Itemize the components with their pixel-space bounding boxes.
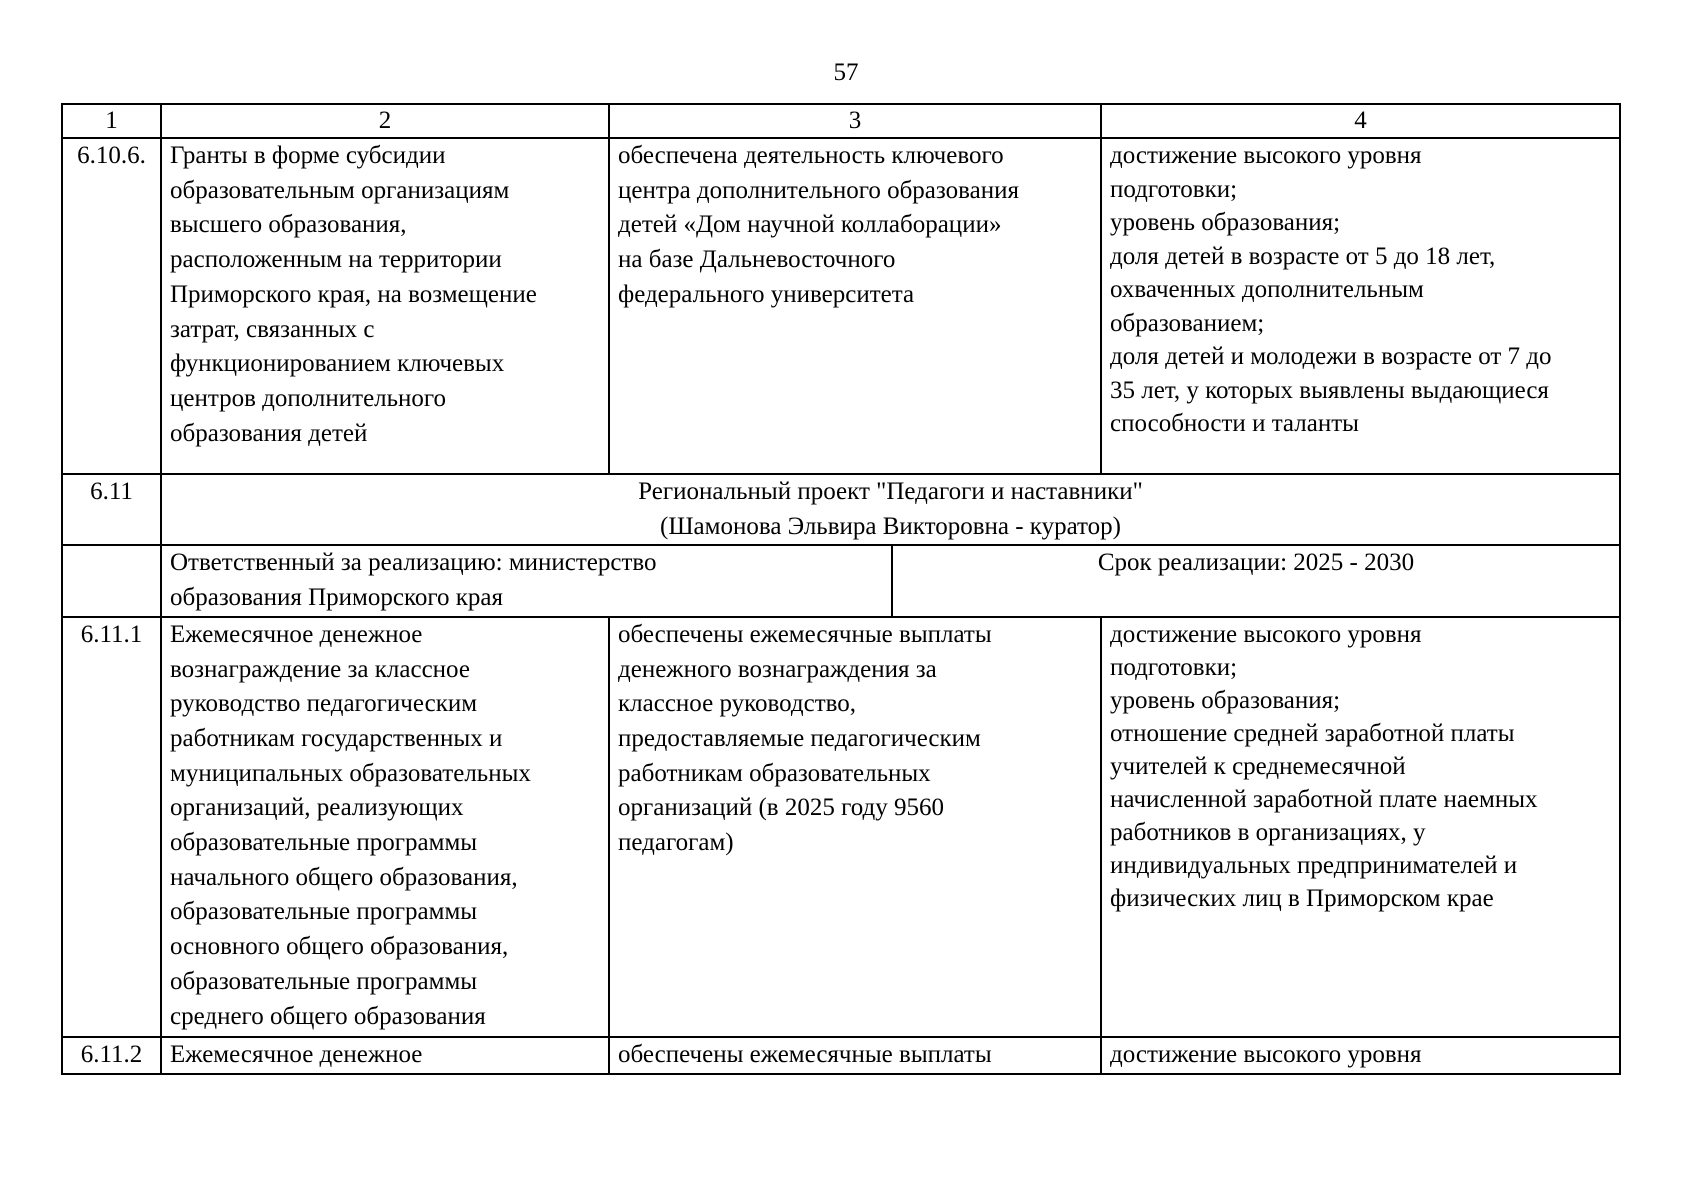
project-title-cell	[161, 474, 1620, 545]
measure-name-cell	[161, 617, 609, 1037]
text-line: расположенным на территории	[170, 246, 502, 274]
implementation-term: Срок реализации: 2025 - 2030	[1097, 549, 1415, 577]
text-line: подготовки;	[1110, 653, 1238, 681]
indicator-link-cell	[1101, 617, 1620, 1037]
text-line: затрат, связанных с	[170, 315, 375, 343]
text-line: Ежемесячное денежное	[170, 1040, 423, 1068]
row-number: 6.11	[62, 474, 161, 545]
text-line: обеспечена деятельность ключевого	[618, 142, 1004, 169]
text-line: образовательные программы	[170, 967, 478, 995]
table-row	[62, 617, 1620, 1037]
text-line: Гранты в форме субсидии	[170, 142, 446, 169]
text-line: предоставляемые педагогическим	[618, 724, 981, 752]
project-title: Региональный проект "Педагоги и наставники"	[638, 478, 1143, 505]
text-line: учителей к среднемесячной	[1110, 752, 1406, 780]
expected-result-cell	[609, 1037, 1101, 1074]
text-line: достижение высокого уровня	[1110, 1040, 1422, 1068]
measure-name-cell	[161, 138, 609, 474]
text-line: среднего общего образования	[170, 1002, 486, 1030]
text-line: охваченных дополнительным	[1110, 276, 1424, 303]
measure-name-cell	[161, 1037, 609, 1074]
header-col-4: 4	[1101, 104, 1620, 138]
text-line: обеспечены ежемесячные выплаты	[618, 1040, 992, 1068]
indicator-link-cell	[1101, 138, 1620, 474]
text-line: отношение средней заработной платы	[1110, 719, 1515, 747]
text-line: Приморского края, на возмещение	[170, 280, 537, 308]
table-row	[62, 1037, 1620, 1074]
page-number: 57	[833, 59, 859, 86]
text-line: классное руководство,	[618, 690, 857, 718]
text-line: федерального университета	[618, 280, 915, 308]
row-number: 6.11.2	[62, 1037, 161, 1074]
text-line: физических лиц в Приморском крае	[1110, 884, 1494, 912]
text-line: Ежемесячное денежное	[170, 620, 423, 648]
expected-result-cell	[609, 138, 1101, 474]
text-line: организаций, реализующих	[170, 794, 464, 822]
text-line: доля детей в возрасте от 5 до 18 лет,	[1110, 242, 1496, 270]
table-row	[62, 138, 1620, 474]
text-line: на базе Дальневосточного	[618, 246, 896, 274]
row-number: 6.10.6.	[62, 138, 161, 474]
text-line: центра дополнительного образования	[618, 176, 1019, 204]
project-curator: (Шамонова Эльвира Викторовна - куратор)	[660, 512, 1121, 540]
text-line: работникам образовательных	[618, 759, 931, 787]
text-line: центров дополнительного	[170, 384, 447, 412]
text-line: уровень образования;	[1110, 209, 1341, 236]
text-line: организаций (в 2025 году 9560	[618, 794, 944, 822]
text-line: руководство педагогическим	[170, 690, 478, 718]
text-line: Ответственный за реализацию: министерство	[170, 549, 657, 577]
empty-cell	[62, 545, 161, 616]
row-number: 6.11.1	[62, 617, 161, 1037]
text-line: работникам государственных и	[170, 724, 503, 752]
text-line: уровень образования;	[1110, 686, 1341, 714]
responsible-cell	[162, 546, 892, 615]
header-col-2: 2	[161, 104, 609, 138]
table-row	[62, 545, 1620, 616]
text-line: образования детей	[170, 419, 368, 447]
text-line: образования Приморского края	[170, 584, 503, 612]
text-line: образовательным организациям	[170, 176, 510, 204]
text-line: индивидуальных предпринимателей и	[1110, 851, 1518, 879]
text-line: начисленной заработной плате наемных	[1110, 785, 1538, 813]
text-line: муниципальных образовательных	[170, 759, 531, 787]
indicator-link-cell	[1101, 1037, 1620, 1074]
text-line: работников в организациях, у	[1110, 818, 1426, 846]
text-line: высшего образования,	[170, 211, 407, 239]
text-line: педагогам)	[618, 829, 734, 857]
term-cell	[892, 546, 1619, 615]
text-line: образовательные программы	[170, 898, 478, 926]
text-line: детей «Дом научной коллаборации»	[618, 211, 1002, 239]
text-line: вознаграждение за классное	[170, 655, 470, 683]
text-line: достижение высокого уровня	[1110, 142, 1422, 169]
text-line: 35 лет, у которых выявлены выдающиеся	[1110, 376, 1549, 404]
text-line: достижение высокого уровня	[1110, 620, 1422, 648]
text-line: образовательные программы	[170, 829, 478, 857]
program-table	[61, 103, 1621, 1075]
header-col-3: 3	[609, 104, 1101, 138]
responsible-subtable	[162, 546, 1619, 615]
text-line: способности и таланты	[1110, 410, 1359, 437]
text-line: функционированием ключевых	[170, 350, 505, 378]
text-line: доля детей и молодежи в возрасте от 7 до	[1110, 343, 1552, 370]
text-line: подготовки;	[1110, 175, 1238, 203]
text-line: обеспечены ежемесячные выплаты	[618, 620, 992, 648]
text-line: начального общего образования,	[170, 863, 518, 891]
text-line: основного общего образования,	[170, 933, 509, 961]
header-col-1: 1	[62, 104, 161, 138]
expected-result-cell	[609, 617, 1101, 1037]
text-line: денежного вознаграждения за	[618, 655, 937, 683]
table-row	[62, 474, 1620, 545]
text-line: образованием;	[1110, 309, 1265, 337]
table-header-row	[62, 104, 1620, 138]
